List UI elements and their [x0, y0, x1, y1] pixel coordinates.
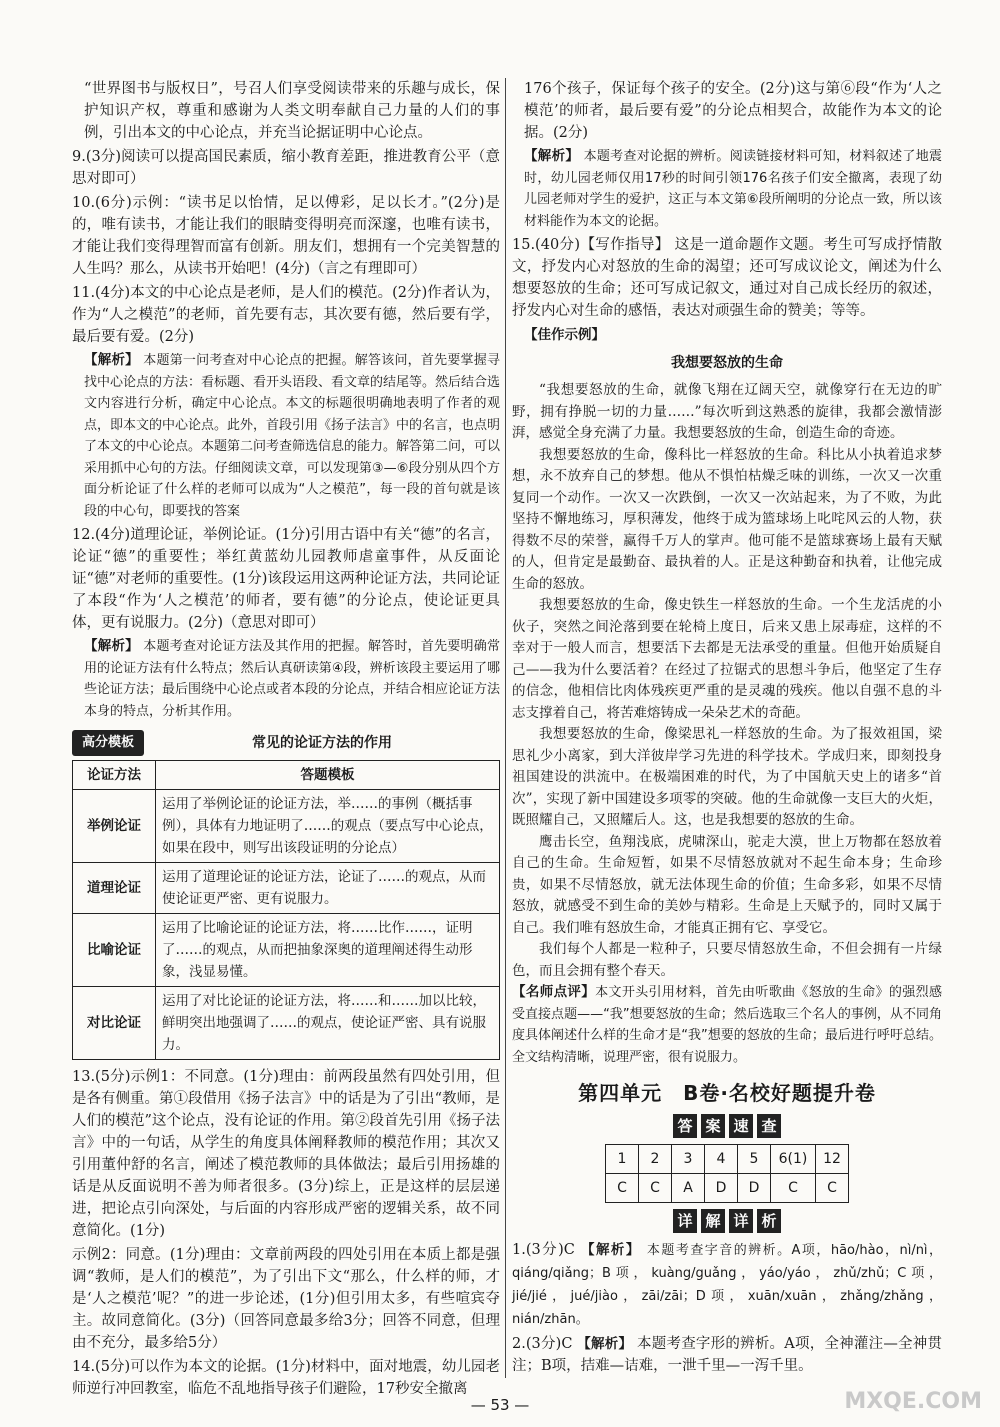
detail-2-head: 2.(3分)C: [512, 1336, 573, 1352]
method-cell: 道理论证: [73, 863, 156, 914]
essay-paragraph: 我想要怒放的生命，像科比一样怒放的生命。科比从小执着追求梦想，永不放弃自己的梦想。他从不惧怕枯燥乏味的训练，一次又一次重复同一个动作。一次又一次跌倒，一次又一次站起来，为了不败，为此坚持不懈地练习，厚积薄发，他终于成为篮球场上叱咤风云的人物，获得数不尽的荣誉，赢得千万人的掌声。他可能不是篮球赛场上最有天赋的人，但肯定是最勤奋、最执着的人。正是这种勤奋和执着，让他完成生命的怒放。: [512, 446, 942, 592]
analysis-tag: 【解析】: [577, 1336, 633, 1352]
column-header: 论证方法: [73, 761, 156, 790]
quick-answer-table: [605, 1144, 849, 1203]
essay-paragraph: 我想要怒放的生命，像梁思礼一样怒放的生命。为了报效祖国，梁思礼少小离家，到大洋彼岸学习先进的科学技术。学成归来，即刻投身祖国建设的洪流中。在极端困难的时代，为了中国航天史上的诸多“首次”，实现了新中国建设多项零的突破。他的生命就像一支巨大的火炬，既照耀自己，又照耀后人。这，也是我想要的怒放的生命。: [512, 726, 942, 828]
template-header: [72, 730, 500, 756]
answer-number-row: [606, 1145, 849, 1174]
essay-paragraph: “我想要怒放的生命，就像飞翔在辽阔天空，就像穿行在无边的旷野，拥有挣脱一切的力量……”每次听到这熟悉的旋律，我都会激情澎湃，感觉全身充满了力量。我想要怒放的生命，创造生命的奇迹。: [512, 382, 942, 441]
quick-answer-banner: [512, 1114, 942, 1138]
analysis-tag: 【解析】: [84, 352, 139, 368]
table-row: [73, 863, 500, 914]
analysis-tag: 【解析】: [84, 638, 139, 654]
template-cell: 运用了举例论证的论证方法，举……的事例（概括事例），具体有力地证明了……的观点（要点写中心论点，如果在段中，则写出该段证明的分论点）: [156, 790, 500, 863]
answer-10: 10.(6分)示例：“读书足以怡情，足以傅彩，足以长才。”(2分)是的，唯有读书，才能让我们的眼睛变得明亮而深邃，也唯有读书，才能让我们变得理智而富有创新。朋友们，想拥有一个完美智慧的人生吗？那么，从读书开始吧！(4分)（言之有理即可）: [72, 195, 500, 277]
answer-number: 2: [639, 1145, 672, 1174]
answer-14-continued: 176个孩子，保证每个孩子的安全。(2分)这与第⑥段“作为‘人之模范’的师者，最后要有爱”的分论点相契合，故能作为本文的论据。(2分): [524, 81, 942, 141]
answer-9: 9.(3分)阅读可以提高国民素质，缩小教育差距，推进教育公平（意思对即可）: [72, 149, 500, 187]
template-cell: 运用了道理论证的论证方法，论证了……的观点，从而使论证更严密、更有说服力。: [156, 863, 500, 914]
table-row: [73, 987, 500, 1060]
answer-value: C: [639, 1174, 672, 1203]
analysis-tag: 【解析】: [524, 148, 580, 164]
answer-13: 13.(5分)示例1：不同意。(1分)理由：前两段虽然有四处引用，但是各有侧重。第①段借用《扬子法言》中的话是为了引出“教师，是人们的模范”这个论点，没有论证的作用。第②段首先引用《扬子法言》中的一句话，从学生的角度具体阐释教师的模范作用；其次又引用董仲舒的名言，阐述了模范教师的具体做法；最后引用扬雄的话是从反面说明不善为师者很多。(3分)综上，正是这样的层层递进，把论点引向深处，与后面的内容形成严密的逻辑关系，故不同意简化。(1分): [72, 1069, 500, 1239]
detail-2-text: 本题考查字形的辨析。A项，全神灌注—全神贯注；B项，拮难—诘难，一泄千里—一泻千里。: [512, 1336, 943, 1374]
column-header: 答题模板: [156, 761, 500, 790]
answer-12: 12.(4分)道理论证，举例论证。(1分)引用古语中有关“德”的名言，论证“德”的重要性；举红黄蓝幼儿园教师虐童事件，从反面论证“德”对老师的重要性。(1分)该段运用这两种论证方法，共同论证了本段“作为‘人之模范’的师者，要有德”的分论点，使论证更具体，更有说服力。(2分)（意思对即可）: [72, 527, 500, 631]
answer-value-row: [606, 1174, 849, 1203]
essay-paragraph: 我想要怒放的生命，像史铁生一样怒放的生命。一个生龙活虎的小伙子，突然之间沦落到要在轮椅上度日，后来又患上尿毒症，这样的不幸对于一般人而言，想要活下去都是无法承受的重量。但他开始质疑自己——我为什么要活着？在经过了拉锯式的思想斗争后，他坚定了生存的信念，他相信比肉体残疾更严重的是灵魂的残疾。他以自强不息的斗志支撑着自己，将苦难熔铸成一朵朵艺术的奇葩。: [512, 597, 942, 721]
table-row: [73, 790, 500, 863]
banner-char: 解: [701, 1209, 725, 1233]
analysis-14-text: 本题考查对论据的辨析。阅读链接材料可知，材料叙述了地震时，幼儿园老师仅用17秒的时间引领176名孩子们安全撤离，表现了幼儿园老师对学生的爱护，这正与本文第⑥段所阐明的分论点一致，所以该材料能作为本文的论据。: [524, 149, 942, 229]
method-cell: 比喻论证: [73, 914, 156, 987]
banner-char: 答: [673, 1114, 697, 1138]
template-cell: 运用了比喻论证的论证方法，将……比作……，证明了……的观点，从而把抽象深奥的道理阐述得生动形象，浅显易懂。: [156, 914, 500, 987]
answer-15: 15.(40分)【写作指导】 这是一道命题作文题。考生可写成抒情散文，抒发内心对怒放的生命的渴望；还可写成议论文，阐述为什么想要怒放的生命；还可写成记叙文，通过对自己成长经历的叙述，抒发内心对生命的感悟，表达对顽强生命的赞美；等等。: [512, 237, 942, 319]
argument-method-table: [72, 760, 500, 1060]
detailed-analysis-banner: [512, 1209, 942, 1233]
analysis-11-text: 本题第一问考查对中心论点的把握。解答该问，首先要掌握寻找中心论点的方法：看标题、看开头语段、看文章的结尾等。然后结合选文内容进行分析，确定中心论点。本文的标题很明确地表明了作者的观点，即本文的中心论点。此外，首段引用《扬子法言》中的名言，也点明了本文的中心论点。本题第二问考查筛选信息的能力。解答第二问，可以采用抓中心句的方法。仔细阅读文章，可以发现第③—⑥段分别从四个方面分析论证了什么样的老师可以成为“人之模范”，每一段的首句就是该段的中心句，即要找的答案: [84, 353, 501, 519]
essay-paragraph: 鹰击长空，鱼翔浅底，虎啸深山，驼走大漠，世上万物都在怒放着自己的生命。生命短暂，如果不尽情怒放就对不起生命本身；生命珍贵，如果不尽情怒放，就无法体现生命的价值；生命多彩，如果不尽情怒放，就感受不到生命的美妙与精彩。生命是上天赋予的，同时又属于自己。我们唯有怒放生命，才能真正拥有它、享受它。: [512, 833, 942, 936]
detail-answer-2: [512, 1333, 942, 1377]
essay-paragraph: 我们每个人都是一粒种子，只要尽情怒放生命，不但会拥有一片绿色，而且会拥有整个春天。: [512, 941, 942, 979]
answer-11: 11.(4分)本文的中心论点是老师，是人们的模范。(2分)作者认为，作为“人之模范”的老师，首先要有志，其次要有德，然后要有学，最后要有爱。(2分): [72, 285, 500, 345]
detail-answer-1: [512, 1239, 942, 1331]
page-number: — 53 —: [470, 1396, 530, 1414]
right-column: [512, 78, 942, 1379]
analysis-12-text: 本题考查对论证方法及其作用的把握。解答时，首先要明确常用的论证方法有什么特点；然后认真研读第④段，辨析该段主要运用了哪些论证方法；最后围绕中心论点或者本段的分论点，并结合相应论证方法本身的特点，分析其作用。: [84, 639, 501, 719]
template-title: 常见的论证方法的作用: [252, 735, 392, 751]
banner-char: 查: [757, 1114, 781, 1138]
answer-number: 1: [606, 1145, 639, 1174]
comment-text: 本文开头引用材料，首先由听歌曲《怒放的生命》的强烈感受直接点题——“我”想要怒放的生命；然后选取三个名人的事例，从不同角度具体阐述什么样的生命才是“我”想要的怒放的生命；最后进行呼吁总结。全文结构清晰，说理严密，很有说服力。: [512, 985, 942, 1065]
answer-number: 5: [738, 1145, 771, 1174]
answer-value: A: [672, 1174, 705, 1203]
example-tag: 【佳作示例】: [524, 327, 605, 343]
answer-14: 14.(5分)可以作为本文的论据。(1分)材料中，面对地震，幼儿园老师逆行冲回教室，临危不乱地指导孩子们避险，17秒安全撤离: [72, 1359, 500, 1397]
comment-tag: 【名师点评】: [512, 984, 596, 1000]
detail-1-head: 1.(3分)C: [512, 1242, 575, 1258]
analysis-tag: 【解析】: [580, 1242, 641, 1258]
answer-number: 4: [705, 1145, 738, 1174]
analysis-11: [72, 350, 500, 522]
analysis-14: [512, 146, 942, 232]
example-essay-tag: [512, 324, 942, 346]
table-row: [73, 914, 500, 987]
method-cell: 举例论证: [73, 790, 156, 863]
answer-13-example-2: 示例2：同意。(1分)理由：文章前两段的四处引用在本质上都是强调“教师，是人们的模范”，为了引出下文“那么，什么样的师，才是‘人之模范’呢？”的进一步论述，(1分)但引用太多，有些喧宾夺主。故同意简化。(3分)（回答同意最多给3分；回答不同意，但理由不充分，最多给5分）: [72, 1247, 500, 1351]
detail-1-text: 本题考查字音的辨析。A项，hāo/hào，nì/nì，qiáng/qiǎng；B项，kuàng/guǎng，yáo/yáo，zhǔ/zhǔ；C项，jié/jié，jué/jiào，zāi/zāi；D项，xuān/xuān，zhǎng/zhǎng，nián/zhān。: [512, 1243, 943, 1327]
template-cell: 运用了对比论证的论证方法，将……和……加以比较，鲜明突出地强调了……的观点，使论证严密、具有说服力。: [156, 987, 500, 1060]
left-column: [72, 78, 500, 1402]
answer-number: 3: [672, 1145, 705, 1174]
method-cell: 对比论证: [73, 987, 156, 1060]
answer-value: C: [816, 1174, 849, 1203]
intro-text: “世界图书与版权日”，号召人们享受阅读带来的乐趣与成长，保护知识产权，尊重和感谢为人类文明奉献自己力量的人们的事例，引出本文的中心论点，并充当论据证明中心论点。: [84, 81, 500, 141]
answer-value: D: [705, 1174, 738, 1203]
teacher-comment: [512, 982, 942, 1068]
banner-char: 析: [757, 1209, 781, 1233]
unit-title: 第四单元 B卷·名校好题提升卷: [578, 1081, 876, 1105]
answer-value: C: [606, 1174, 639, 1203]
table-header-row: [73, 761, 500, 790]
watermark-logo: MXQE.COM: [844, 1389, 982, 1414]
analysis-12: [72, 636, 500, 722]
answer-value: D: [738, 1174, 771, 1203]
answer-number: 6(1): [771, 1145, 816, 1174]
banner-char: 速: [729, 1114, 753, 1138]
answer-value: C: [771, 1174, 816, 1203]
answer-number: 12: [816, 1145, 849, 1174]
template-badge: 高分模板: [72, 730, 144, 756]
banner-char: 详: [673, 1209, 697, 1233]
essay-title: 我想要怒放的生命: [671, 355, 783, 371]
banner-char: 案: [701, 1114, 725, 1138]
column-divider: [505, 78, 506, 1378]
banner-char: 详: [729, 1209, 753, 1233]
